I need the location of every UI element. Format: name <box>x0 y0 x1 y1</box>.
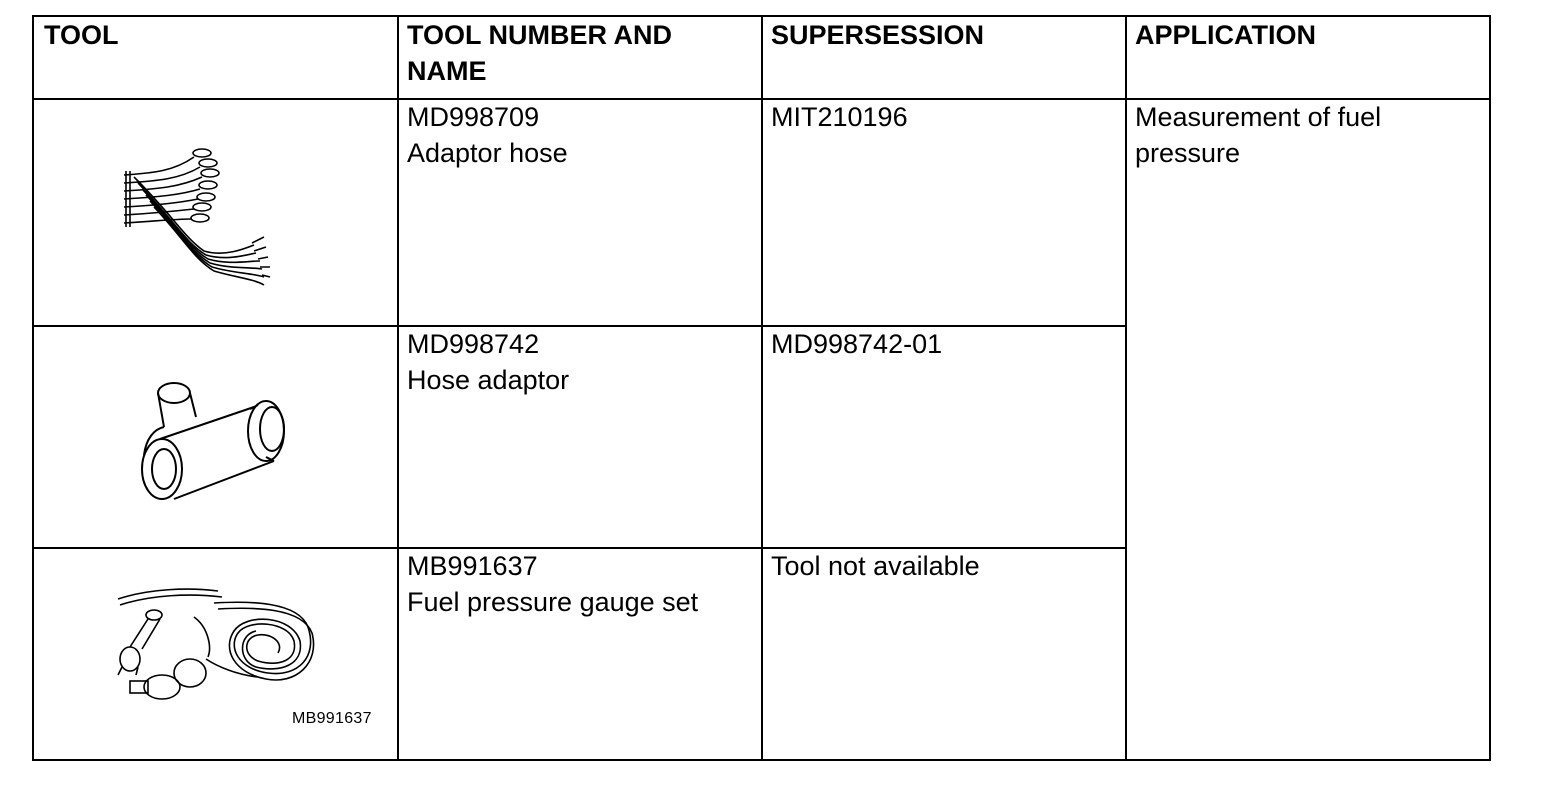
tool-number: MB991637 <box>407 551 538 581</box>
header-tool: TOOL <box>44 20 119 50</box>
tool-number: MD998742 <box>407 329 540 359</box>
adaptor-hose-icon <box>114 127 274 292</box>
tool-name: Adaptor hose <box>407 138 568 168</box>
column-divider <box>761 17 763 759</box>
header-tool-number-line2: NAME <box>407 56 487 86</box>
special-tools-table <box>32 15 1491 761</box>
supersession-value: Tool not available <box>771 551 980 581</box>
column-divider <box>397 17 399 759</box>
tool-name: Fuel pressure gauge set <box>407 587 699 617</box>
tool-number: MD998709 <box>407 102 540 132</box>
row-divider <box>34 325 1127 327</box>
header-tool-number-line1: TOOL NUMBER AND <box>407 20 673 50</box>
header-supersession: SUPERSESSION <box>771 20 985 50</box>
column-divider <box>1125 17 1127 759</box>
supersession-value: MD998742-01 <box>771 329 943 359</box>
header-application: APPLICATION <box>1135 20 1316 50</box>
tool-image-label: MB991637 <box>292 710 372 727</box>
application-line1: Measurement of fuel <box>1135 102 1382 132</box>
hose-adaptor-icon <box>134 357 294 522</box>
tool-name: Hose adaptor <box>407 365 570 395</box>
fuel-pressure-gauge-set-icon <box>108 577 328 712</box>
supersession-value: MIT210196 <box>771 102 908 132</box>
application-line2: pressure <box>1135 138 1241 168</box>
